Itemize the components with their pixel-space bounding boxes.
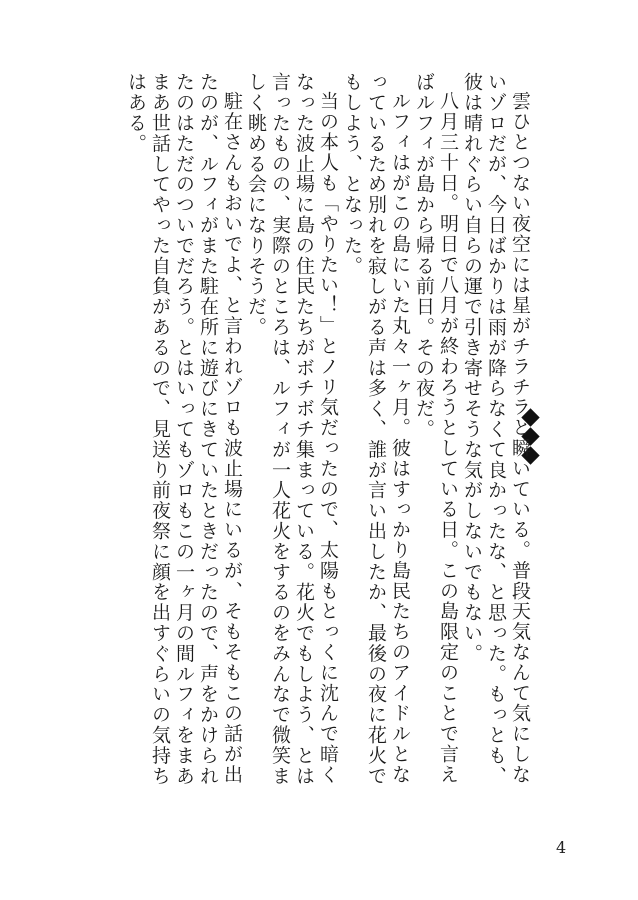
body-text [125,72,532,792]
page-number: 4 [556,838,567,857]
paragraph-2: 八月三十日。明日で八月が終わろうとしている日。この島限定のことで言えばルフィが島から帰る前日。その夜だ。 [413,72,459,785]
paragraph-3: ルフィはがこの島にいた丸々一ヶ月。彼はすっかり島民たちのアイドルとなっているため別れを寂しがる声は多く、誰が言い出したか、最後の夜に花火でもしよう、となった。 [341,72,411,786]
paragraph-5: 駐在さんもおいでよ、と言われゾロも波止場にいるが、そもそもこの話が出たのが、ルフィがまた駐在所に遊びにきていたときだったので、声をかけられたのはただのついでだろう。とはいってもゾロもこの一ヶ月の間ルフィをまあまあ世話してやった自負があるので、見送り前夜祭に顔を出すぐらいの気持ちはある。 [125,72,243,786]
paragraph-1: 雲ひとつない夜空には星がチラチラと瞬いている。普段天気なんて気にしないゾロだが、今日ばかりは雨が降らなくて良かったな、と思った。もっとも、彼は晴れぐらい自らの運で引き寄せそうな気がしないでもない。 [461,72,531,786]
paragraph-4: 当の本人も「やりたい！」とノリ気だったので、太陽もとっくに沈んで暗くなった波止場に島の住民たちがボチボチ集まっている。花火でもしよう、とは言ったものの、実際のところは、ルフィが一人花火をするのをみんなで微笑ましく眺める会になりそうだ。 [245,72,339,786]
